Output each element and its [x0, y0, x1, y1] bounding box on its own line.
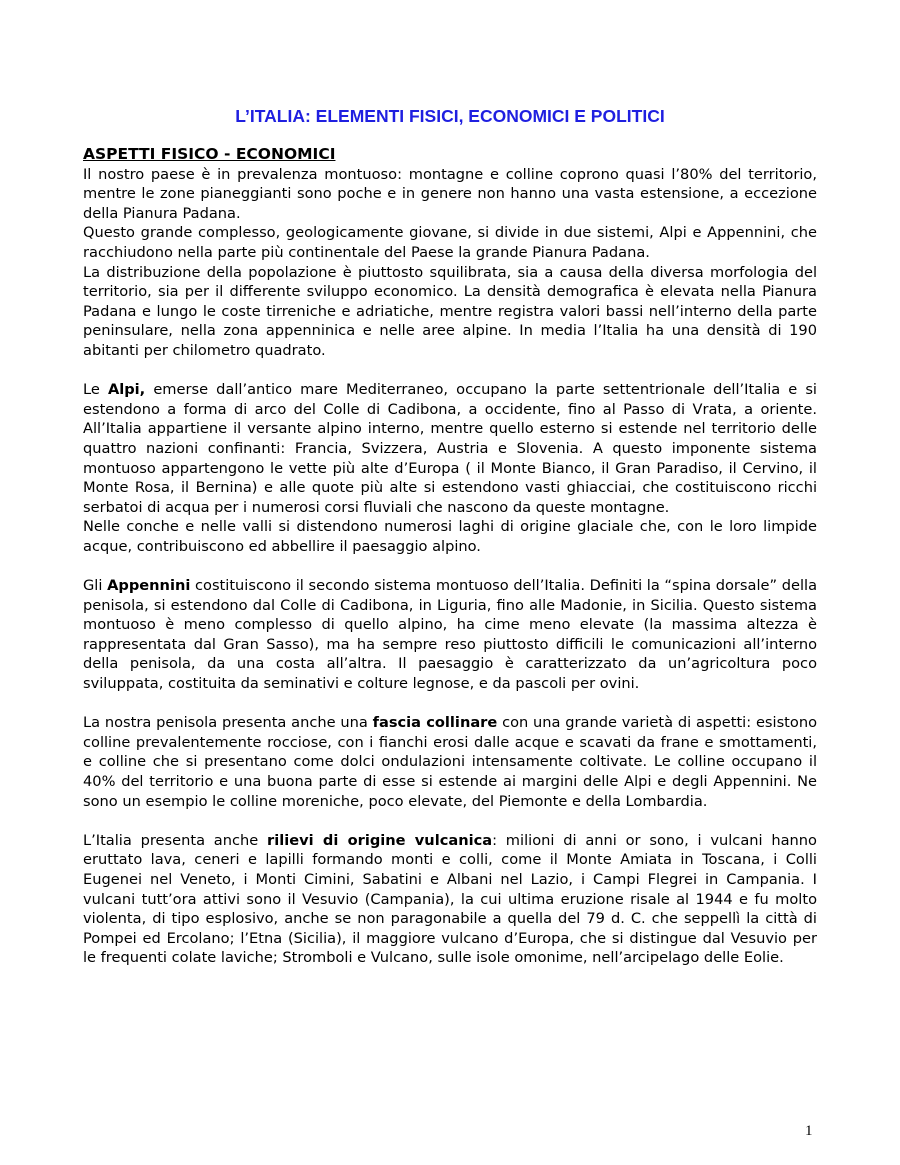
term-fascia-collinare: fascia collinare [372, 714, 498, 732]
term-appennini: Appennini [107, 577, 191, 595]
paragraph-vulcani: L’Italia presenta anche rilievi di origine vulcanica: milioni di anni or sono, i vulcani hanno eruttato lava, ceneri e lapilli formando monti e colli, come il Monte Amiata in Toscana, i Colli Eugenei nel Veneto, i Monti Cimini, Sabatini e Albani nel Lazio, i Campi Flegrei in Campania. I vulcani tutt’ora attivi sono il Vesuvio (Campania), la cui ultima eruzione risale al 1944 e fu molto violenta, di tipo esplosivo, anche se non paragonabile a quella del 79 d. C. che seppellì la città di Pompei ed Ercolano; l’Etna (Sicilia), il maggiore vulcano d’Europa, che si distingue dal Vesuvio per le frequenti colate laviche; Stromboli e Vulcano, sulle isole omonime, nell’arcipelago delle Eolie. [83, 831, 817, 967]
paragraph-popolazione: La distribuzione della popolazione è piuttosto squilibrata, sia a causa della diversa morfologia del territorio, sia per il differente sviluppo economico. La densità demografica è elevata nella Pianura Padana e lungo le coste tirreniche e adriatiche, mentre registra valori bassi nell’interno della parte peninsulare, nella zona appenninica e nelle aree alpine. In media l’Italia ha una densità di 190 abitanti per chilometro quadrato. [83, 263, 817, 359]
paragraph-territorio: Il nostro paese è in prevalenza montuoso: montagne e colline coprono quasi l’80% del territorio, mentre le zone pianeggianti sono poche e in genere non hanno una vasta estensione, a eccezione della Pianura Padana. [83, 165, 817, 222]
document-title: L’ITALIA: ELEMENTI FISICI, ECONOMICI E POLITICI [235, 106, 665, 126]
paragraph-sistemi: Questo grande complesso, geologicamente giovane, si divide in due sistemi, Alpi e Appennini, che racchiudono nella parte più continentale del Paese la grande Pianura Padana. [83, 224, 817, 261]
paragraph-alpi: Le Alpi, emerse dall’antico mare Mediterraneo, occupano la parte settentrionale dell’Italia e si estendono a forma di arco del Colle di Cadibona, a occidente, fino al Passo di Vrata, a oriente. All’Italia appartiene il versante alpino interno, mentre quello esterno si estende nel territorio delle quattro nazioni confinanti: Francia, Svizzera, Austria e Slovenia. A questo imponente sistema montuoso appartengono le vette più alte d’Europa ( il Monte Bianco, il Gran Paradiso, il Cervino, il Monte Rosa, il Bernina) e alle quote più alte si estendono vasti ghiacciai, che costituiscono ricchi serbatoi di acqua per i numerosi corsi fluviali che nascono da queste montagne. [83, 381, 817, 516]
paragraph-appennini: Gli Appennini costituiscono il secondo sistema montuoso dell’Italia. Definiti la “spina dorsale” della penisola, si estendono dal Colle di Cadibona, in Liguria, fino alle Madonie, in Sicilia. Questo sistema montuoso è meno complesso di quello alpino, ha cime meno elevate (la massima altezza è rappresentata dal Gran Sasso), ma ha sempre reso piuttosto difficili le comunicazioni all’interno della penisola, da una costa all’altra. Il paesaggio è caratterizzato da un’agricoltura poco sviluppata, costituita da seminativi e colture legnose, e da pascoli per ovini. [83, 577, 818, 693]
term-alpi: Alpi, [107, 381, 146, 399]
document-body [83, 145, 817, 968]
term-rilievi-vulcanici: rilievi di origine vulcanica [267, 831, 493, 849]
paragraph-colline: La nostra penisola presenta anche una fascia collinare con una grande varietà di aspetti: esistono colline prevalentemente rocciose, con i fianchi erosi dalle acque e scavati da frane e smottamenti, e colline che si presentano come dolci ondulazioni intensamente coltivate. Le colline occupano il 40% del territorio e una buona parte di esse si estende ai margini delle Alpi e degli Appennini. Ne sono un esempio le colline moreniche, poco elevate, del Piemonte e della Lombardia. [83, 714, 818, 810]
paragraph-laghi: Nelle conche e nelle valli si distendono numerosi laghi di origine glaciale che, con le loro limpide acque, contribuiscono ed abbellire il paesaggio alpino. [83, 518, 817, 555]
section-heading: ASPETTI FISICO - ECONOMICI [83, 145, 336, 163]
page-number: 1 [805, 1123, 813, 1139]
